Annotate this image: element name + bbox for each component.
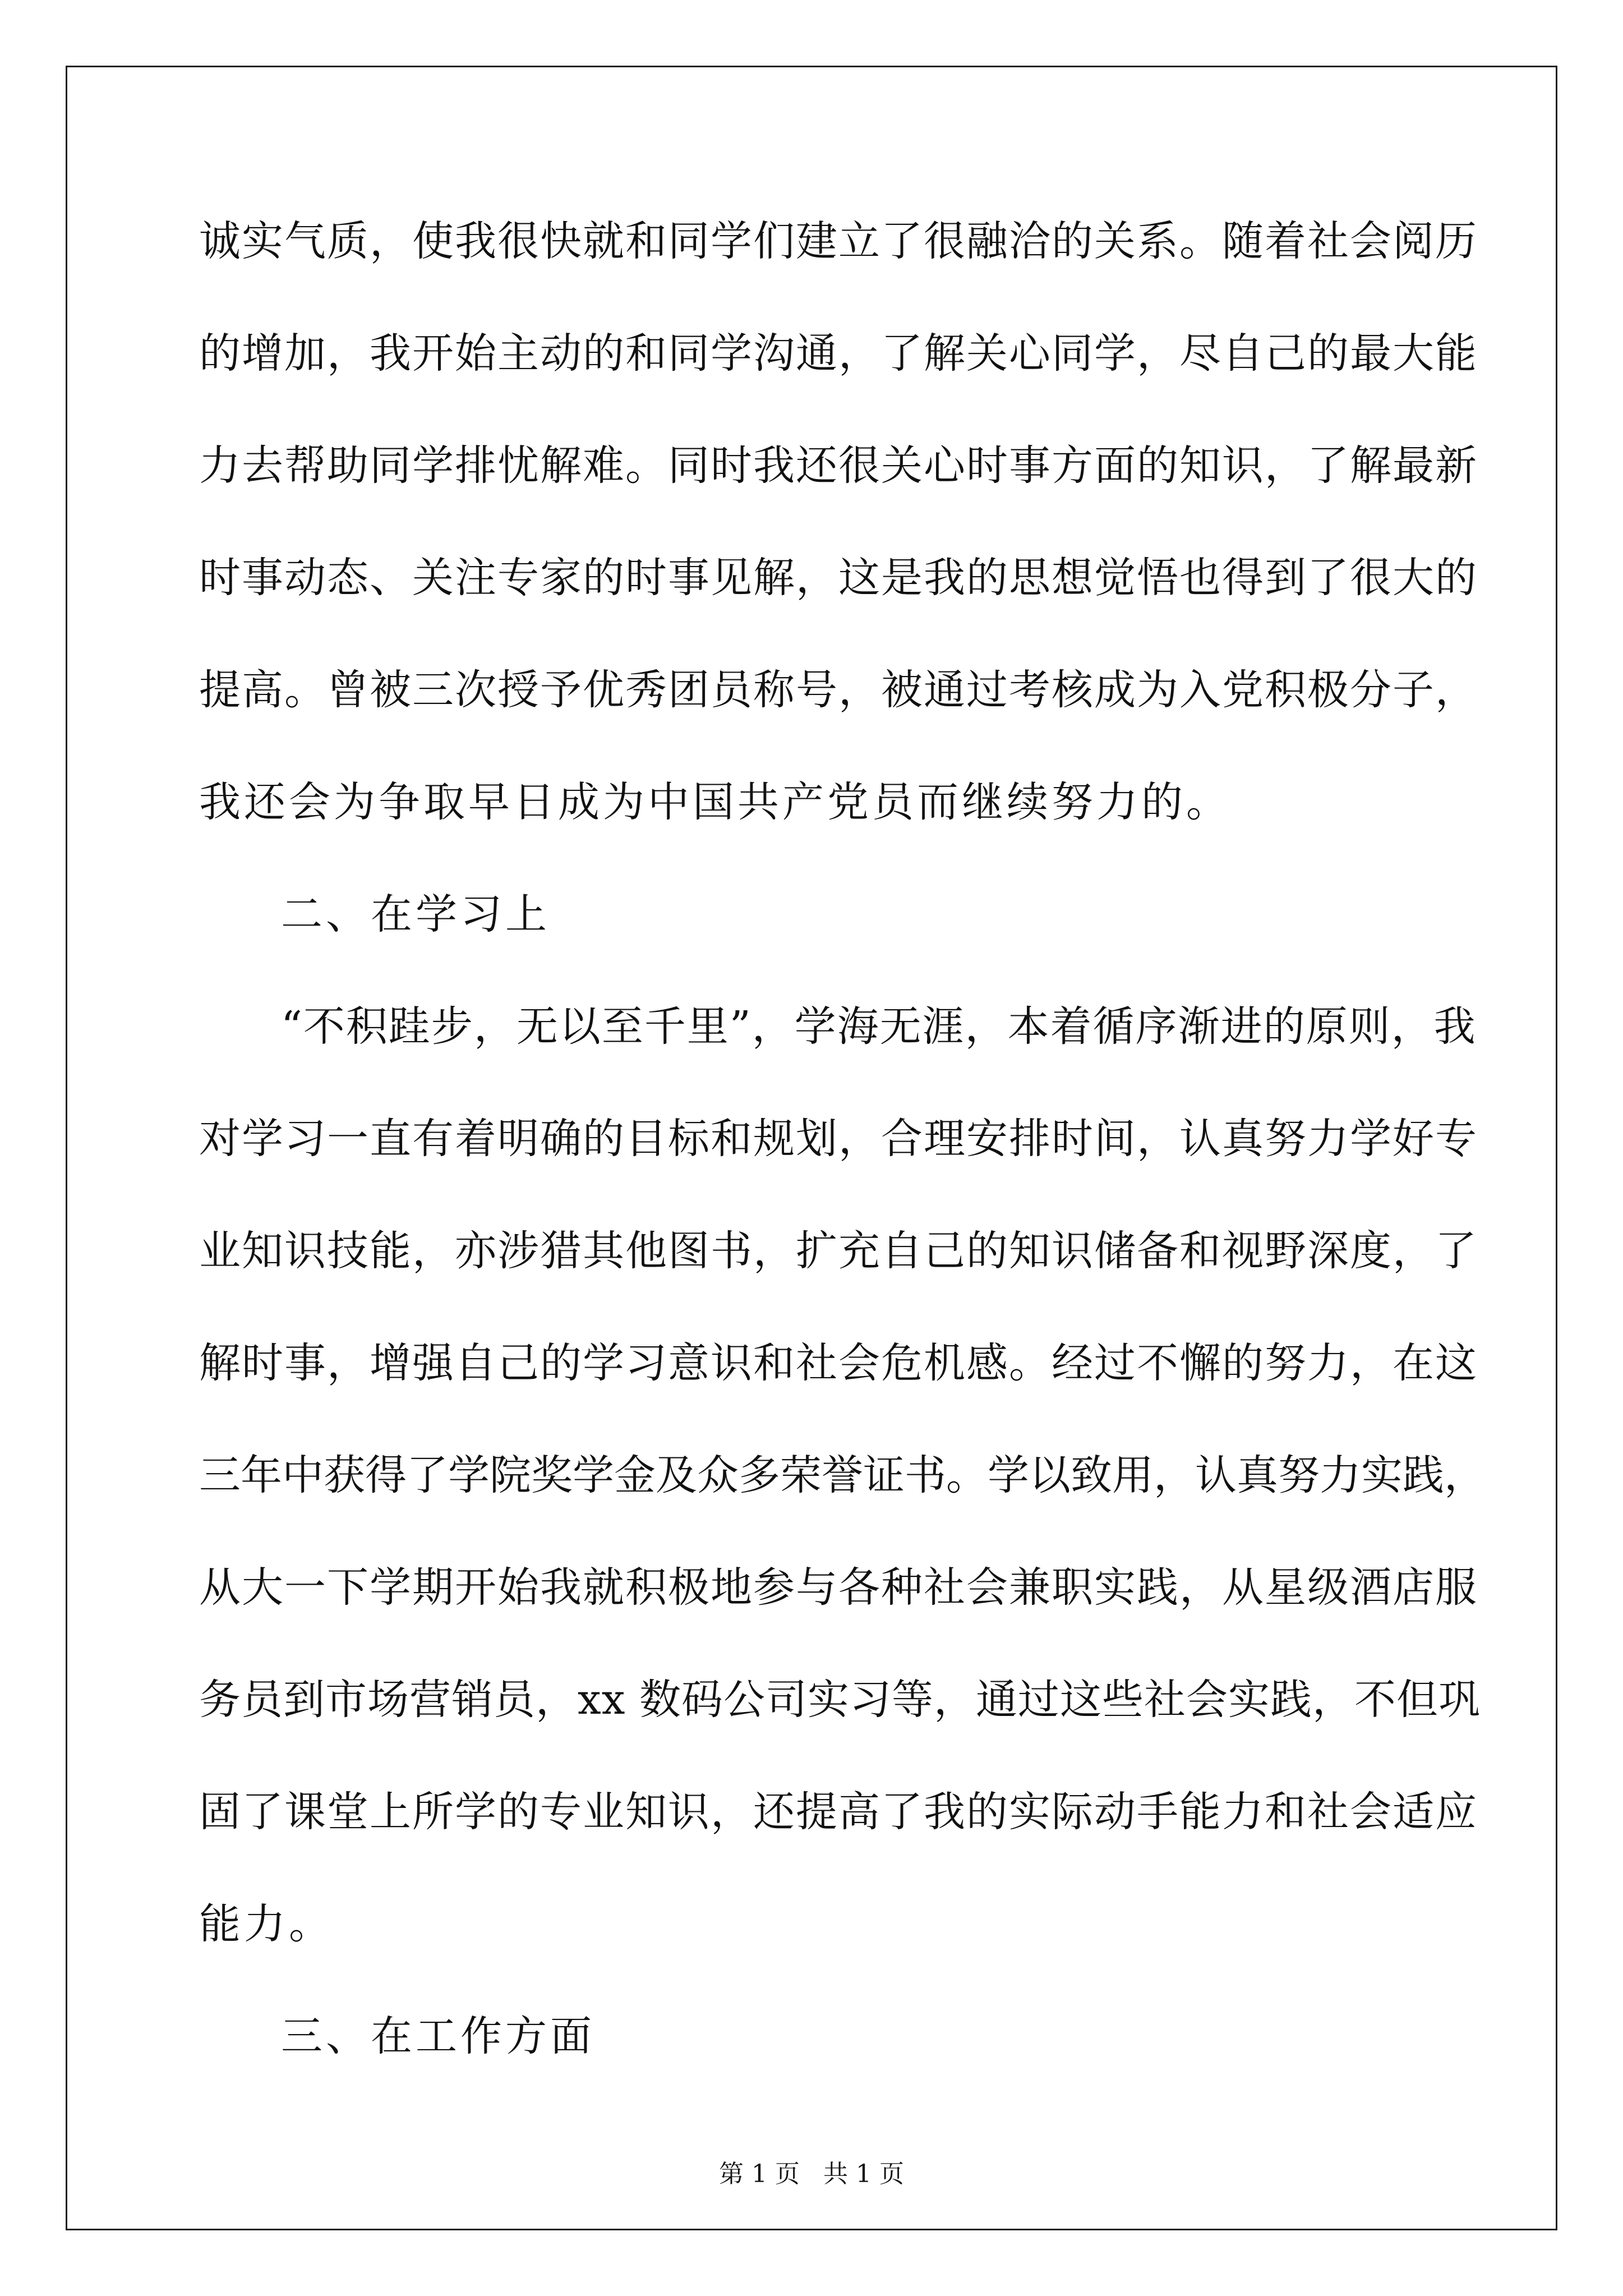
paragraph-line: 固了课堂上所学的专业知识，还提高了我的实际动手能力和社会适应 (199, 1788, 1478, 1836)
paragraph-line: “不积跬步，无以至千里”，学海无涯，本着循序渐进的原则，我 (281, 1002, 1477, 1051)
paragraph-line: 时事动态、关注专家的时事见解，这是我的思想觉悟也得到了很大的 (199, 554, 1478, 602)
paragraph-line: 的增加，我开始主动的和同学沟通，了解关心同学，尽自己的最大能 (199, 329, 1478, 378)
paragraph-line: 务员到市场营销员，xx 数码公司实习等，通过这些社会实践，不但巩 (199, 1676, 1481, 1724)
paragraph-line: 从大一下学期开始我就积极地参与各种社会兼职实践，从星级酒店服 (199, 1563, 1478, 1612)
section-heading-study: 二、在学习上 (281, 890, 550, 938)
page-footer: 第 1 页 共 1 页 (719, 2160, 904, 2188)
paragraph-line: 提高。曾被三次授予优秀团员称号，被通过考核成为入党积极分子， (199, 666, 1478, 714)
paragraph-line: 我还会为争取早日成为中国共产党员而继续努力的。 (199, 778, 1231, 826)
paragraph-line: 诚实气质，使我很快就和同学们建立了很融洽的关系。随着社会阅历 (199, 217, 1478, 265)
paragraph-line: 解时事，增强自己的学习意识和社会危机感。经过不懈的努力，在这 (199, 1339, 1478, 1387)
paragraph-line: 业知识技能，亦涉猎其他图书，扩充自己的知识储备和视野深度，了 (199, 1227, 1478, 1275)
section-heading-work: 三、在工作方面 (281, 2012, 595, 2060)
paragraph-line: 力去帮助同学排忧解难。同时我还很关心时事方面的知识，了解最新 (199, 441, 1478, 490)
paragraph-line: 能力。 (199, 1900, 334, 1948)
paragraph-line: 三年中获得了学院奖学金及众多荣誉证书。学以致用，认真努力实践， (199, 1451, 1486, 1499)
paragraph-line: 对学习一直有着明确的目标和规划，合理安排时间，认真努力学好专 (199, 1115, 1478, 1163)
